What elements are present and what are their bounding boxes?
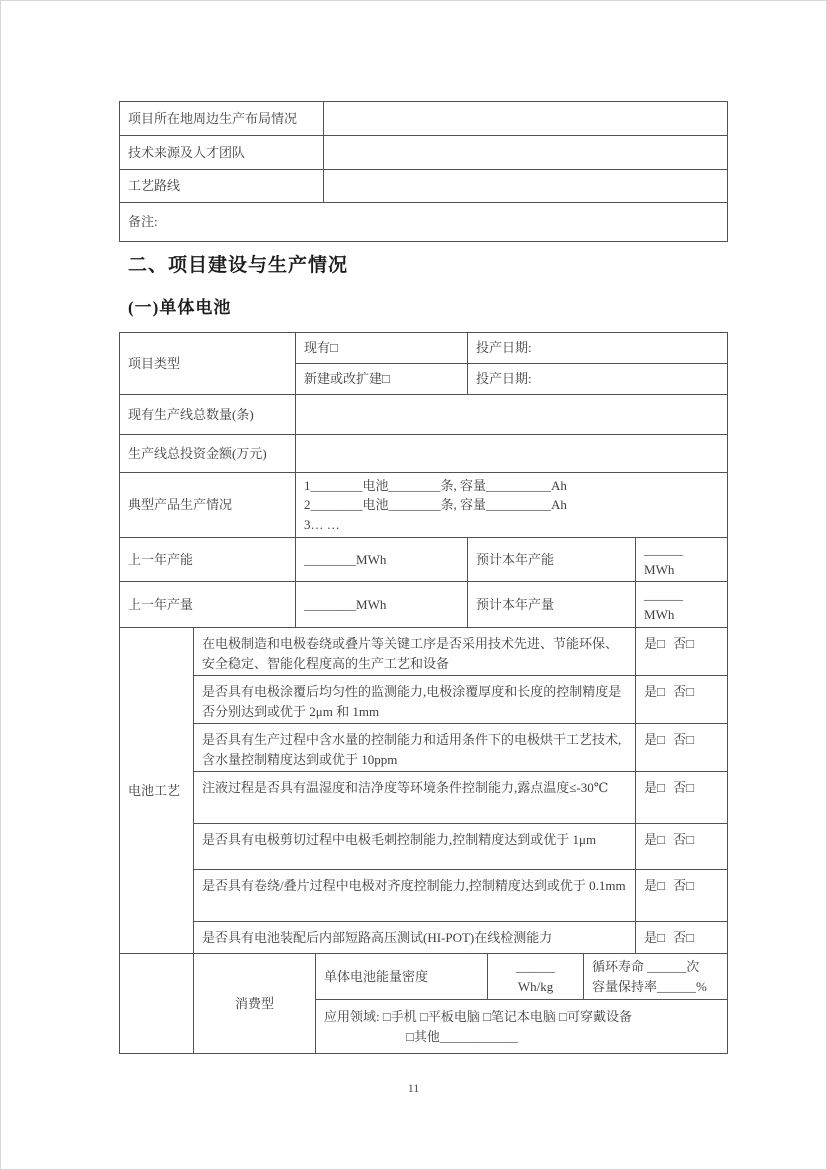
intro-note-label: 备注: — [120, 203, 728, 242]
process-question: 是否具有卷绕/叠片过程中电极对齐度控制能力,控制精度达到或优于 0.1mm — [194, 870, 636, 922]
process-question: 注液过程是否具有温湿度和洁净度等环境条件控制能力,露点温度≤-30℃ — [194, 772, 636, 824]
consumer-group-spacer-cell — [120, 954, 194, 1054]
output-last-year-value: ________MWh — [296, 582, 468, 628]
capacity-retention-label: 容量保持率______% — [592, 978, 707, 994]
process-answer-checkboxes: 是□ 否□ — [636, 824, 728, 870]
output-forecast-blank: ______ — [644, 587, 684, 602]
section-title: 二、项目建设与生产情况 — [128, 254, 349, 276]
process-question: 在电极制造和电极卷绕或叠片等关键工序是否采用技术先进、节能环保、安全稳定、智能化程度高的生产工艺和设备 — [194, 628, 636, 676]
project-type-option-existing: 现有□ — [296, 333, 468, 364]
process-answer-checkboxes: 是□ 否□ — [636, 922, 728, 954]
page-number: 11 — [407, 1081, 420, 1095]
output-last-year-label: 上一年产量 — [120, 582, 296, 628]
process-answer-checkboxes: 是□ 否□ — [636, 676, 728, 724]
intro-label-process-route: 工艺路线 — [120, 170, 324, 203]
capacity-forecast-unit: MWh — [644, 561, 675, 577]
output-forecast-value — [636, 582, 728, 628]
section-subtitle: (一)单体电池 — [128, 298, 232, 317]
process-question: 是否具有生产过程中含水量的控制能力和适用条件下的电极烘干工艺技术,含水量控制精度达到或优于 10ppm — [194, 724, 636, 772]
application-field-cell — [316, 1000, 728, 1054]
process-group-label: 电池工艺 — [120, 628, 194, 954]
capacity-forecast-blank: ______ — [644, 542, 684, 557]
energy-density-unit: Wh/kg — [517, 978, 554, 994]
energy-density-blank: ______ — [516, 959, 556, 974]
typical-products-line3: 3… … — [304, 516, 340, 532]
capacity-forecast-value — [636, 538, 728, 582]
typical-products-value — [296, 473, 728, 538]
battery-table — [119, 332, 728, 1054]
project-type-date-new: 投产日期: — [468, 364, 728, 395]
process-answer-checkboxes: 是□ 否□ — [636, 772, 728, 824]
typical-products-line1: 1________电池________条, 容量__________Ah — [304, 477, 567, 493]
typical-products-line2: 2________电池________条, 容量__________Ah — [304, 497, 567, 513]
consumer-category-label: 消费型 — [194, 954, 316, 1054]
cycle-life-cell — [584, 954, 728, 1000]
energy-density-value — [488, 954, 584, 1000]
capacity-last-year-label: 上一年产能 — [120, 538, 296, 582]
application-options-line1: 应用领域: □手机 □平板电脑 □笔记本电脑 □可穿戴设备 — [324, 1009, 633, 1024]
process-answer-checkboxes: 是□ 否□ — [636, 724, 728, 772]
project-type-label: 项目类型 — [120, 333, 296, 395]
capacity-last-year-value: ________MWh — [296, 538, 468, 582]
investment-value — [296, 435, 728, 473]
process-answer-checkboxes: 是□ 否□ — [636, 628, 728, 676]
capacity-forecast-label: 预计本年产能 — [468, 538, 636, 582]
typical-products-label: 典型产品生产情况 — [120, 473, 296, 538]
line-count-label: 现有生产线总数量(条) — [120, 395, 296, 435]
energy-density-label: 单体电池能量密度 — [316, 954, 488, 1000]
process-answer-checkboxes: 是□ 否□ — [636, 870, 728, 922]
intro-label-production-layout: 项目所在地周边生产布局情况 — [120, 102, 324, 136]
intro-value-tech-source-team — [324, 136, 728, 170]
intro-value-production-layout — [324, 102, 728, 136]
intro-table — [119, 101, 728, 242]
application-options-line2: □其他____________ — [406, 1028, 518, 1044]
cycle-life-label: 循环寿命 ______次 — [592, 959, 700, 974]
project-type-date-existing: 投产日期: — [468, 333, 728, 364]
process-question: 是否具有电极剪切过程中电极毛刺控制能力,控制精度达到或优于 1μm — [194, 824, 636, 870]
investment-label: 生产线总投资金额(万元) — [120, 435, 296, 473]
output-forecast-label: 预计本年产量 — [468, 582, 636, 628]
project-type-option-new: 新建或改扩建□ — [296, 364, 468, 395]
process-question: 是否具有电极涂覆后均匀性的监测能力,电极涂覆厚度和长度的控制精度是否分别达到或优于 2μm 和 1mm — [194, 676, 636, 724]
output-forecast-unit: MWh — [644, 606, 675, 622]
process-question: 是否具有电池装配后内部短路高压测试(HI-POT)在线检测能力 — [194, 922, 636, 954]
line-count-value — [296, 395, 728, 435]
intro-value-process-route — [324, 170, 728, 203]
intro-label-tech-source-team: 技术来源及人才团队 — [120, 136, 324, 170]
